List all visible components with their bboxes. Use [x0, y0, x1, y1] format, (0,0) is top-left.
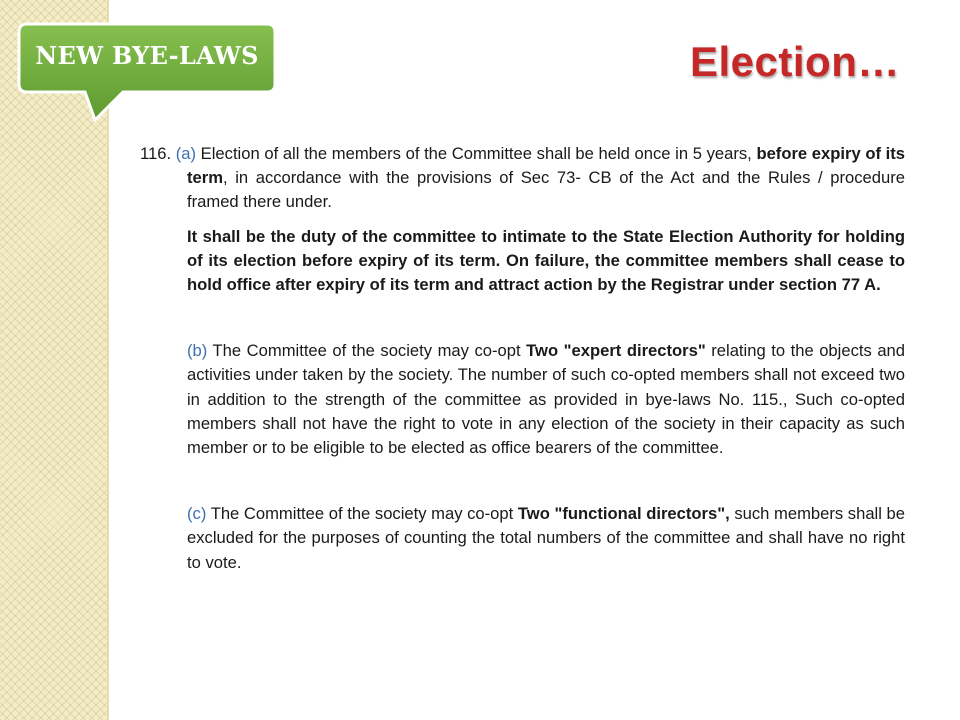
- clause-a-text-2: , in accordance with the provisions of Sec 73- CB of the Act and the Rules / procedure framed there under.: [187, 168, 905, 212]
- new-bye-laws-badge: [15, 20, 279, 96]
- clause-letter-a: (a): [175, 144, 197, 163]
- clause-b-text-2: relating to the objects and activities under taken by the society. The number of such co-opted members shall not exceed two in addition to the strength of the committee as provided in bye-laws No. 115., Such co-opted members shall not have the right to vote in any election of the society in their capacity as such member or to be eligible to be elected as office bearers of the committee.: [187, 341, 906, 458]
- clause-c-text-2: such members shall be excluded for the purposes of counting the total numbers of the committee and shall have no right to vote.: [187, 504, 905, 572]
- duty-text: It shall be the duty of the committee to intimate to the State Election Authority for holding of its election before expiry of its term. On failure, the committee members shall cease to hold office after expiry of its term and attract action by the Registrar under section 77 A.: [187, 226, 905, 295]
- clause-c-bold: Two "functional directors",: [517, 504, 730, 524]
- clause-c-text-1: The Committee of the society may co-opt: [210, 504, 514, 524]
- clause-b-bold: Two "expert directors": [526, 341, 706, 361]
- clause-letter-b: (b): [187, 341, 208, 361]
- badge-label: NEW BYE-LAWS: [35, 41, 259, 70]
- section-number: 116.: [140, 144, 172, 163]
- clause-b-text-1: The Committee of the society may co-opt: [212, 341, 521, 361]
- bye-law-text: [140, 142, 905, 575]
- clause-a-bold: before expiry of its term: [187, 144, 905, 188]
- paragraph-a-duty: [140, 225, 905, 298]
- paragraph-c: [140, 502, 905, 575]
- paragraph-b: [140, 339, 905, 460]
- clause-a-text-1: Election of all the members of the Committee shall be held once in 5 years,: [200, 144, 752, 163]
- page-title: Election…: [690, 38, 900, 85]
- paragraph-a: [140, 142, 905, 215]
- clause-letter-c: (c): [187, 504, 207, 524]
